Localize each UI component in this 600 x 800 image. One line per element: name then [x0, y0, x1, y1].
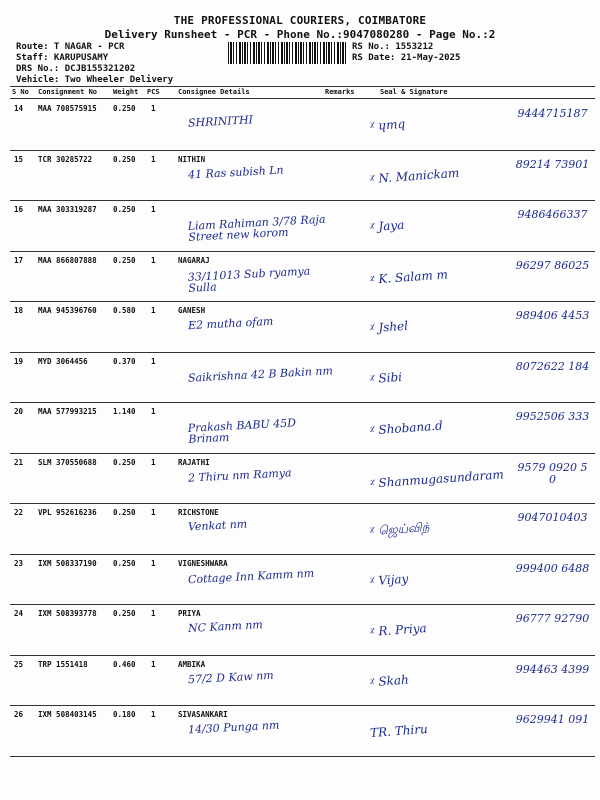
col-sno: S No	[12, 88, 29, 96]
col-consignment: Consignment No	[38, 88, 98, 96]
weight: 0.580	[113, 306, 136, 315]
row-sno: 17	[14, 255, 24, 265]
table-row	[10, 504, 595, 554]
consignment-number: IXM 508393778	[38, 609, 97, 618]
recipient-signature: ᵡ N. Manickam	[369, 165, 460, 186]
row-sno: 21	[14, 457, 24, 467]
handwritten-address: 14/30 Punga nm	[187, 718, 280, 737]
table-row	[10, 706, 595, 756]
row-sno: 20	[14, 407, 24, 416]
handwritten-address: 41 Ras subish Ln	[187, 163, 284, 181]
vehicle-info: Vehicle: Two Wheeler Delivery	[16, 75, 174, 85]
handwritten-address: NC Kanm nm	[187, 618, 264, 635]
table-row	[10, 100, 595, 150]
runsheet-subtitle: Delivery Runsheet - PCR - Phone No.:9047080280 - Page No.:2	[104, 28, 496, 41]
table-row	[10, 555, 595, 605]
handwritten-address: Cottage Inn Kamm nm	[187, 566, 315, 586]
col-seal: Seal & Signature	[380, 88, 448, 96]
recipient-signature: ᵡ R. Priya	[369, 621, 428, 639]
table-row	[10, 353, 595, 403]
pieces: 1	[151, 457, 156, 467]
row-sno: 24	[14, 609, 24, 618]
recipient-signature: ᵡ Shanmugasundaram	[369, 466, 505, 491]
table-row	[10, 656, 595, 706]
consignee-name: NITHIN	[178, 154, 206, 164]
header-top-rule	[10, 86, 595, 87]
consignee-name: RICHSTONE	[178, 508, 219, 517]
table-row	[10, 605, 595, 655]
pieces: 1	[151, 609, 156, 618]
weight: 0.370	[113, 356, 136, 366]
row-sno: 16	[14, 205, 24, 214]
row-sno: 18	[14, 306, 24, 315]
handwritten-address: Saikrishna 42 B Bakin nm	[187, 363, 334, 385]
consignee-name: SIVASANKARI	[178, 710, 228, 719]
recipient-phone: 9047010403	[517, 511, 588, 524]
recipient-phone: 96297 86025	[515, 258, 590, 272]
route-info: Route: T NAGAR - PCR	[16, 42, 125, 52]
consignment-number: TCR 30285722	[38, 154, 93, 164]
consignee-name: AMBIKA	[178, 659, 206, 669]
recipient-signature: ᵡ ஜெய்விந்	[369, 519, 430, 539]
row-sno: 14	[14, 104, 24, 113]
consignment-number: SLM 370550688	[38, 457, 97, 467]
consignment-number: IXM 508337190	[38, 558, 97, 568]
pieces: 1	[151, 710, 156, 719]
recipient-phone: 96777 92790	[515, 612, 590, 625]
handwritten-address: 57/2 D Kaw nm	[187, 668, 275, 686]
pieces: 1	[151, 407, 156, 416]
row-sno: 23	[14, 558, 24, 568]
pieces: 1	[151, 205, 156, 214]
table-row	[10, 252, 595, 302]
consignee-name: NAGARAJ	[178, 255, 210, 265]
consignment-number: TRP 1551418	[38, 659, 88, 669]
staff-info: Staff: KARUPUSAMY	[16, 53, 109, 63]
handwritten-address: 33/11013 Sub ryamya Sulla	[187, 264, 311, 295]
weight: 0.250	[113, 154, 136, 164]
row-sno: 19	[14, 356, 24, 366]
pieces: 1	[151, 306, 156, 315]
table-header	[10, 88, 595, 98]
barcode	[228, 42, 348, 64]
weight: 0.250	[113, 609, 136, 618]
rs-date: RS Date: 21-May-2025	[352, 53, 461, 63]
recipient-signature: ᵡ Skah	[369, 672, 410, 689]
consignment-number: IXM 508403145	[38, 710, 97, 719]
row-sno: 22	[14, 508, 24, 517]
recipient-signature: ᵡ K. Salam m	[369, 266, 449, 287]
pieces: 1	[151, 255, 156, 265]
row-sno: 25	[14, 659, 24, 669]
pieces: 1	[151, 558, 156, 568]
col-remarks: Remarks	[325, 88, 355, 96]
consignment-number: MAA 577993215	[38, 407, 97, 416]
weight: 0.250	[113, 457, 136, 467]
drs-number: DRS No.: DCJB155321202	[16, 64, 136, 74]
weight: 0.250	[113, 558, 136, 568]
pieces: 1	[151, 659, 156, 669]
company-title: THE PROFESSIONAL COURIERS, COIMBATORE	[173, 14, 427, 27]
recipient-signature: ᵡ Shobana.d	[369, 418, 444, 438]
recipient-phone: 999400 6488	[515, 561, 590, 575]
table-row	[10, 151, 595, 201]
recipient-signature: ᵡ ɥmq	[369, 116, 406, 134]
handwritten-address: Prakash BABU 45D Brinam	[187, 416, 297, 446]
consignee-name: PRIYA	[178, 609, 201, 618]
col-weight: Weight	[113, 88, 139, 96]
weight: 0.250	[113, 508, 136, 517]
consignment-number: MAA 945396760	[38, 306, 97, 315]
col-pcs: PCS	[147, 88, 160, 96]
table-row	[10, 302, 595, 352]
consignment-number: MAA 866807888	[38, 255, 97, 265]
consignee-name: VIGNESHWARA	[178, 558, 228, 568]
consignment-number: MAA 708575915	[38, 104, 97, 113]
weight: 0.250	[113, 255, 136, 265]
handwritten-address: E2 mutha ofam	[187, 314, 274, 333]
pieces: 1	[151, 356, 156, 366]
recipient-signature: ᵡ Vijay	[369, 571, 409, 588]
consignee-name: RAJATHI	[178, 457, 210, 467]
recipient-signature: ᵡ Jshel	[369, 318, 409, 336]
weight: 0.250	[113, 205, 136, 214]
weight: 0.180	[113, 710, 136, 719]
handwritten-address: Liam Rahiman 3/78 Raja Street new korom	[187, 212, 326, 244]
weight: 0.250	[113, 104, 136, 113]
pieces: 1	[151, 508, 156, 517]
weight: 1.140	[113, 407, 136, 416]
consignment-number: MYD 3064456	[38, 356, 88, 366]
row-divider	[10, 756, 595, 757]
recipient-phone: 89214 73901	[515, 157, 590, 171]
row-sno: 26	[14, 710, 24, 719]
pieces: 1	[151, 154, 156, 164]
header-bottom-rule	[10, 98, 595, 99]
table-row	[10, 201, 595, 251]
row-sno: 15	[14, 154, 24, 164]
table-row	[10, 454, 595, 504]
recipient-phone: 994463 4399	[515, 662, 590, 676]
recipient-phone: 9579 0920 50	[517, 460, 588, 486]
recipient-phone: 9952506 333	[515, 410, 590, 423]
recipient-signature: ᵡ Jaya	[369, 217, 405, 235]
col-consignee: Consignee Details	[178, 88, 250, 96]
consignment-number: MAA 303319287	[38, 205, 97, 214]
handwritten-address: SHRINITHI	[187, 113, 254, 130]
recipient-phone: 9629941 091	[515, 713, 590, 726]
recipient-signature: TR. Thiru	[369, 722, 429, 740]
weight: 0.460	[113, 659, 136, 669]
rs-number: RS No.: 1553212	[352, 42, 434, 52]
recipient-phone: 8072622 184	[515, 359, 590, 373]
consignment-number: VPL 952616236	[38, 508, 97, 517]
table-row	[10, 403, 595, 453]
recipient-signature: ᵡ Sibi	[369, 369, 403, 386]
recipient-phone: 9486466337	[517, 208, 588, 221]
handwritten-address: 2 Thiru nm Ramya	[187, 465, 292, 485]
consignee-name: GANESH	[178, 306, 206, 315]
handwritten-address: Venkat nm	[187, 517, 248, 534]
pieces: 1	[151, 104, 156, 113]
recipient-phone: 989406 4453	[515, 309, 590, 322]
recipient-phone: 9444715187	[517, 107, 588, 120]
